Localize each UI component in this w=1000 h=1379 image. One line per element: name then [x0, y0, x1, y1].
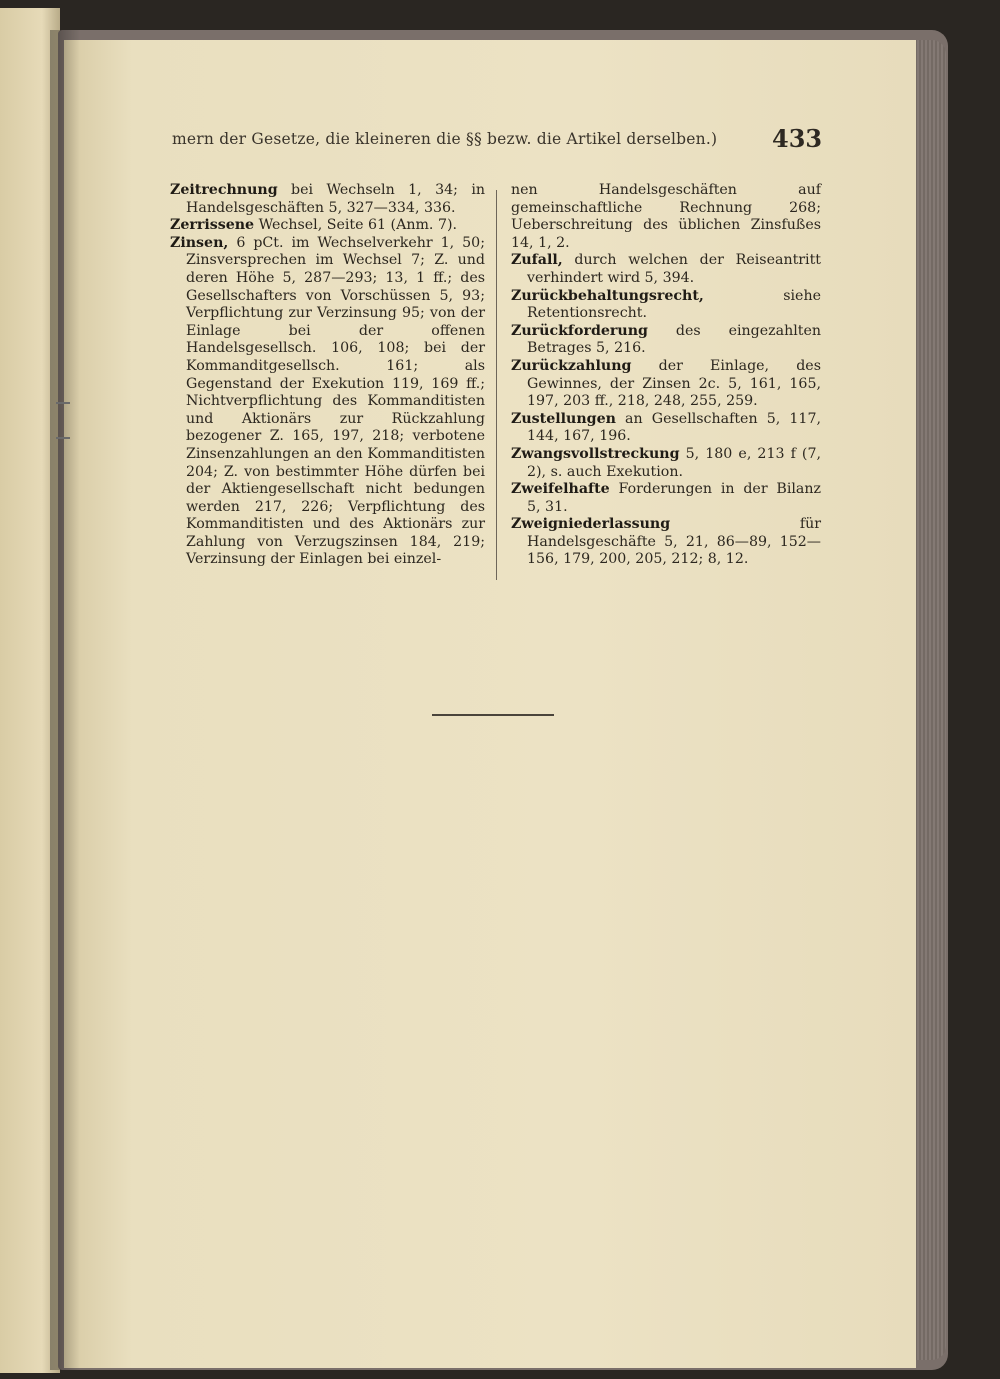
index-term: Zurückbehaltungsrecht, [511, 287, 704, 304]
index-term: Zweigniederlassung [511, 516, 671, 533]
index-references: bei Wechseln 1, 34; in Handelsgeschäften 5, 327—334, 336. [186, 182, 485, 216]
index-term: Zufall, [511, 252, 563, 269]
index-references: durch welchen der Reiseantritt verhindert wird 5, 394. [527, 252, 821, 286]
index-column-right [511, 182, 821, 569]
index-term: Zwangsvollstreckung [511, 445, 680, 462]
index-column-left [170, 182, 485, 569]
index-references: 5, 180 e, 213 f (7, 2), s. auch Exekution. [527, 445, 821, 480]
margin-mark [56, 437, 70, 439]
end-rule [432, 714, 554, 716]
index-entry [511, 411, 821, 446]
index-references: Forderungen in der Bilanz 5, 31. [527, 481, 821, 515]
index-term: Zerrissene [170, 217, 255, 234]
index-entry [170, 182, 485, 217]
running-header: mern der Gesetze, die kleineren die §§ bezw. die Artikel derselben.) [172, 130, 718, 148]
index-term: Zustellungen [511, 410, 616, 427]
index-term: Zinsen, [170, 234, 229, 251]
index-entry [511, 481, 821, 516]
index-term: Zurückforderung [511, 322, 648, 339]
index-term: Zurückzahlung [511, 357, 632, 374]
index-entry [511, 446, 821, 481]
index-entry [511, 182, 821, 252]
index-entry [170, 217, 485, 235]
margin-mark [56, 402, 70, 404]
index-references: des eingezahlten Betrages 5, 216. [527, 322, 821, 357]
index-entry [511, 358, 821, 411]
index-references: 6 pCt. im Wechselverkehr 1, 50; Zinsversprechen im Wechsel 7; Z. und deren Höhe 5, 287—293; 13, 1 ff.; des Gesellschafters von Vorschüssen 5, 93; Verpflichtung zur Verzinsung 95; von der Einlage bei der offenen Handelsgesellsch. 106, 108; bei der Kommanditgesellsch. 161; als Gegenstand der Exekution 119, 169 ff.; Nichtverpflichtung des Kommanditisten und Aktionärs zur Rückzahlung bezogener Z. 165, 197, 218; verbotene Zinsenzahlungen an den Kommanditisten 204; Z. von bestimmter Höhe dürfen bei der Aktiengesellschaft nicht bedungen werden 217, 226; Verpflichtung des Kommanditisten und des Aktionärs zur Zahlung von Verzugszinsen 184, 219; Verzinsung der Einlagen bei einzel- [186, 234, 485, 568]
index-entry [511, 516, 821, 569]
index-term: Zeitrechnung [170, 182, 278, 198]
index-entry [170, 235, 485, 569]
index-entry [511, 252, 821, 287]
index-references: Wechsel, Seite 61 (Anm. 7). [254, 217, 458, 234]
binding-shadow [50, 30, 80, 1370]
index-references: an Gesellschaften 5, 117, 144, 167, 196. [527, 410, 821, 445]
index-references: für Handelsgeschäfte 5, 21, 86—89, 152—156, 179, 200, 205, 212; 8, 12. [527, 516, 821, 568]
index-references: nen Handelsgeschäften auf gemeinschaftliche Rechnung 268; Ueberschreitung des üblichen Zinsfußes 14, 1, 2. [511, 182, 821, 251]
index-entry [511, 323, 821, 358]
column-divider [496, 190, 497, 580]
index-entry [511, 288, 821, 323]
page-number: 433 [772, 124, 823, 153]
index-term: Zweifelhafte [511, 481, 610, 498]
index-references: siehe Retentionsrecht. [527, 287, 821, 322]
index-references: der Einlage, des Gewinnes, der Zinsen 2c. 5, 161, 165, 197, 203 ff., 218, 248, 255, 259. [527, 357, 821, 410]
